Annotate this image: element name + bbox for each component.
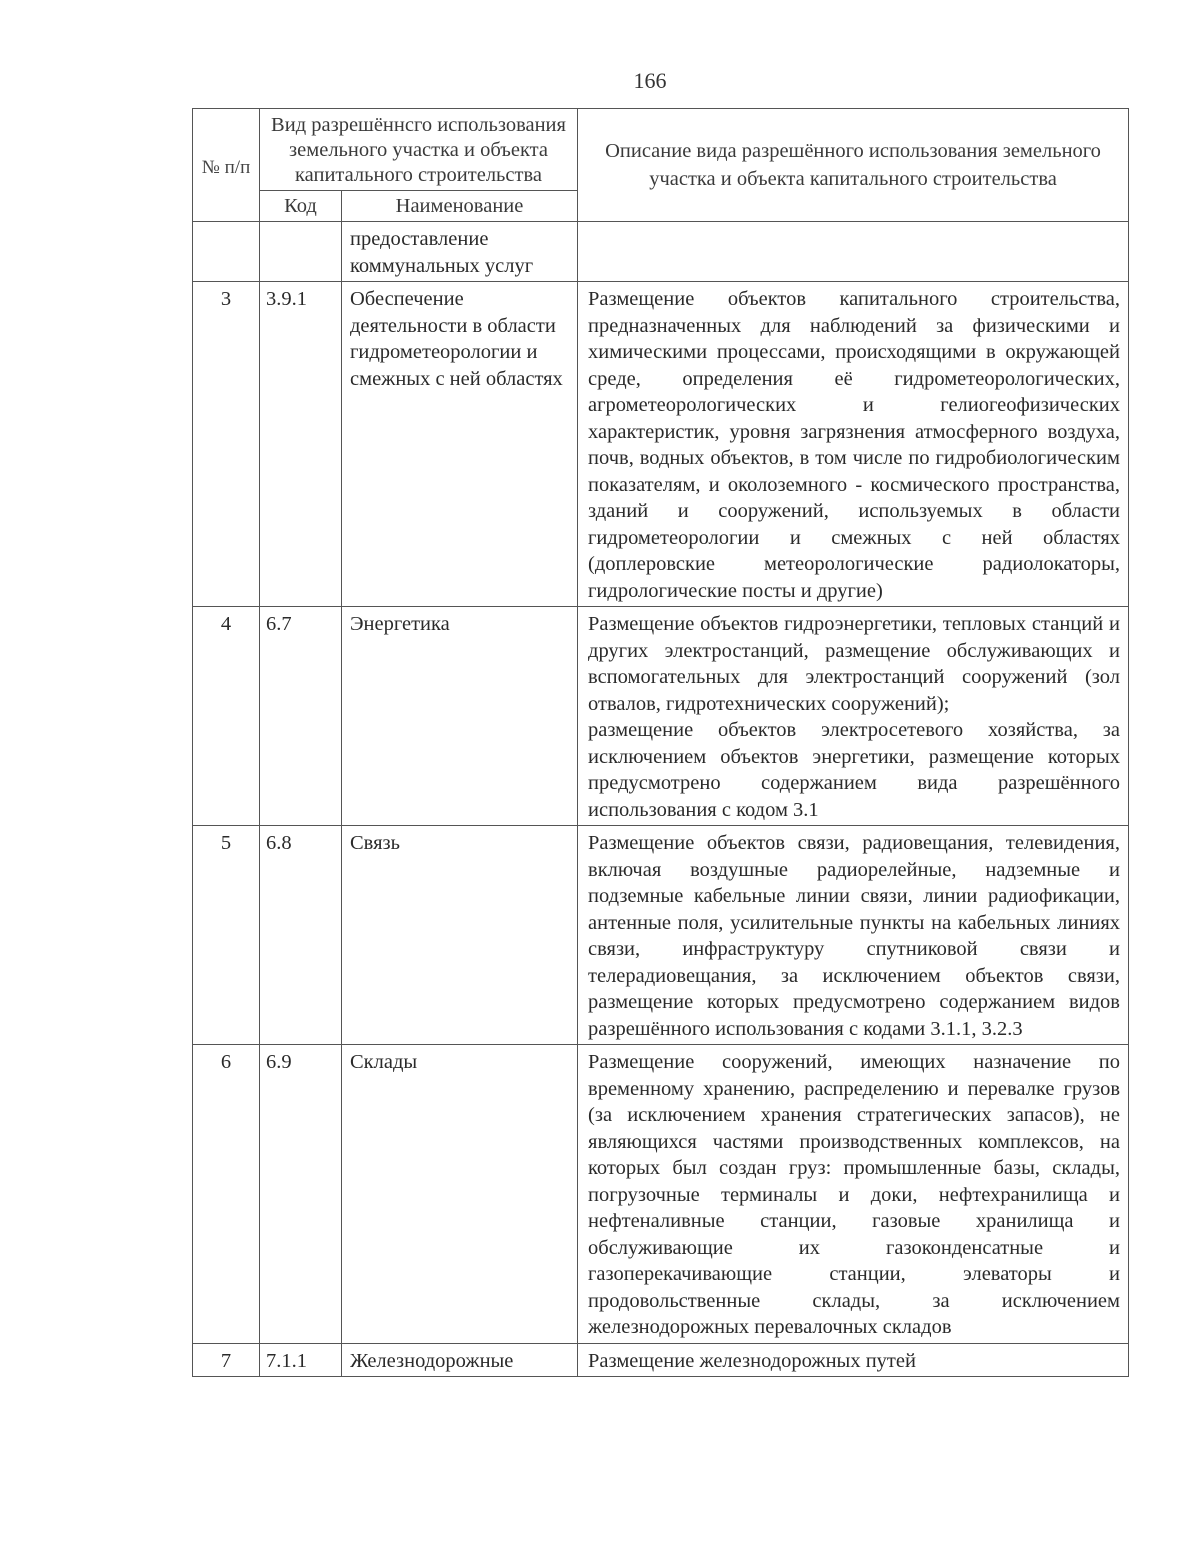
table-row (193, 607, 1129, 826)
table-body (193, 222, 1129, 1377)
description-paragraph: размещение объектов электросетевого хозяйства, за исключением объектов энергетики, размещение которых предусмотрено содержанием вида разрешённого использования с кодом 3.1 (588, 719, 1120, 821)
description-paragraph: Размещение объектов гидроэнергетики, тепловых станций и других электростанций, размещение обслуживающих и вспомогательных для электростанций сооружений (зол отвалов, гидротехнических сооружений); (588, 613, 1120, 715)
row-number: 5 (193, 826, 260, 1045)
header-name: Наименование (342, 191, 578, 222)
row-description (578, 222, 1129, 282)
row-number: 4 (193, 607, 260, 826)
table-row (193, 826, 1129, 1045)
row-code: 3.9.1 (260, 282, 342, 607)
row-code: 6.9 (260, 1045, 342, 1344)
header-vid: Вид разрешённсго использования земельного участка и объекта капитального строительства (260, 109, 578, 191)
description-paragraph: Размещение объектов капитального строительства, предназначенных для наблюдений за физическими и химическими процессами, происходящими в окружающей среде, определения её гидрометеорологических, агрометеорологических и гелиогеофизических характеристик, уровня загрязнения атмосферного воздуха, почв, водных объектов, в том числе по гидробиологическим показателям, и околоземного - космического пространства, зданий и сооружений, используемых в области гидрометеорологии и смежных с ней областях (доплеровские метеорологические радиолокаторы, гидрологические посты и другие) (588, 288, 1120, 602)
table-row (193, 1045, 1129, 1344)
row-number: 6 (193, 1045, 260, 1344)
page-number: 166 (633, 68, 667, 93)
row-name: Связь (342, 826, 578, 1045)
row-code (260, 222, 342, 282)
table-row (193, 282, 1129, 607)
row-name: Обеспечение деятельности в области гидрометеорологии и смежных с ней областях (342, 282, 578, 607)
row-description (578, 607, 1129, 826)
row-description (578, 1045, 1129, 1344)
description-paragraph: Размещение сооружений, имеющих назначение по временному хранению, распределению и перевалке грузов (за исключением хранения стратегических запасов), не являющихся частями производственных комплексов, на которых был создан груз: промышленные базы, склады, погрузочные терминалы и доки, нефтехранилища и нефтеналивные станции, газовые хранилища и обслуживающие их газоконденсатные и газоперекачивающие станции, элеваторы и продовольственные склады, за исключением железнодорожных перевалочных складов (588, 1051, 1120, 1338)
row-description (578, 282, 1129, 607)
header-num: № п/п (193, 109, 260, 222)
row-number: 7 (193, 1343, 260, 1377)
row-name: Склады (342, 1045, 578, 1344)
row-code: 7.1.1 (260, 1343, 342, 1377)
row-code: 6.7 (260, 607, 342, 826)
header-description: Описание вида разрешённого использования земельного участка и объекта капитального строительства (578, 109, 1129, 222)
row-name: предоставление коммунальных услуг (342, 222, 578, 282)
row-number: 3 (193, 282, 260, 607)
land-use-table (192, 108, 1129, 1377)
row-description (578, 826, 1129, 1045)
description-paragraph: Размещение объектов связи, радиовещания, телевидения, включая воздушные радиорелейные, надземные и подземные кабельные линии связи, линии радиофикации, антенные поля, усилительные пункты на кабельных линиях связи, инфраструктуру спутниковой связи и телерадиовещания, за исключением объектов связи, размещение которых предусмотрено содержанием видов разрешённого использования с кодами 3.1.1, 3.2.3 (588, 832, 1120, 1040)
row-description (578, 1343, 1129, 1377)
description-paragraph: Размещение железнодорожных путей (588, 1349, 916, 1372)
row-code: 6.8 (260, 826, 342, 1045)
row-number (193, 222, 260, 282)
table-header-row (193, 109, 1129, 191)
table-row (193, 1343, 1129, 1377)
row-name: Энергетика (342, 607, 578, 826)
header-code: Код (260, 191, 342, 222)
row-name: Железнодорожные (342, 1343, 578, 1377)
table-row (193, 222, 1129, 282)
